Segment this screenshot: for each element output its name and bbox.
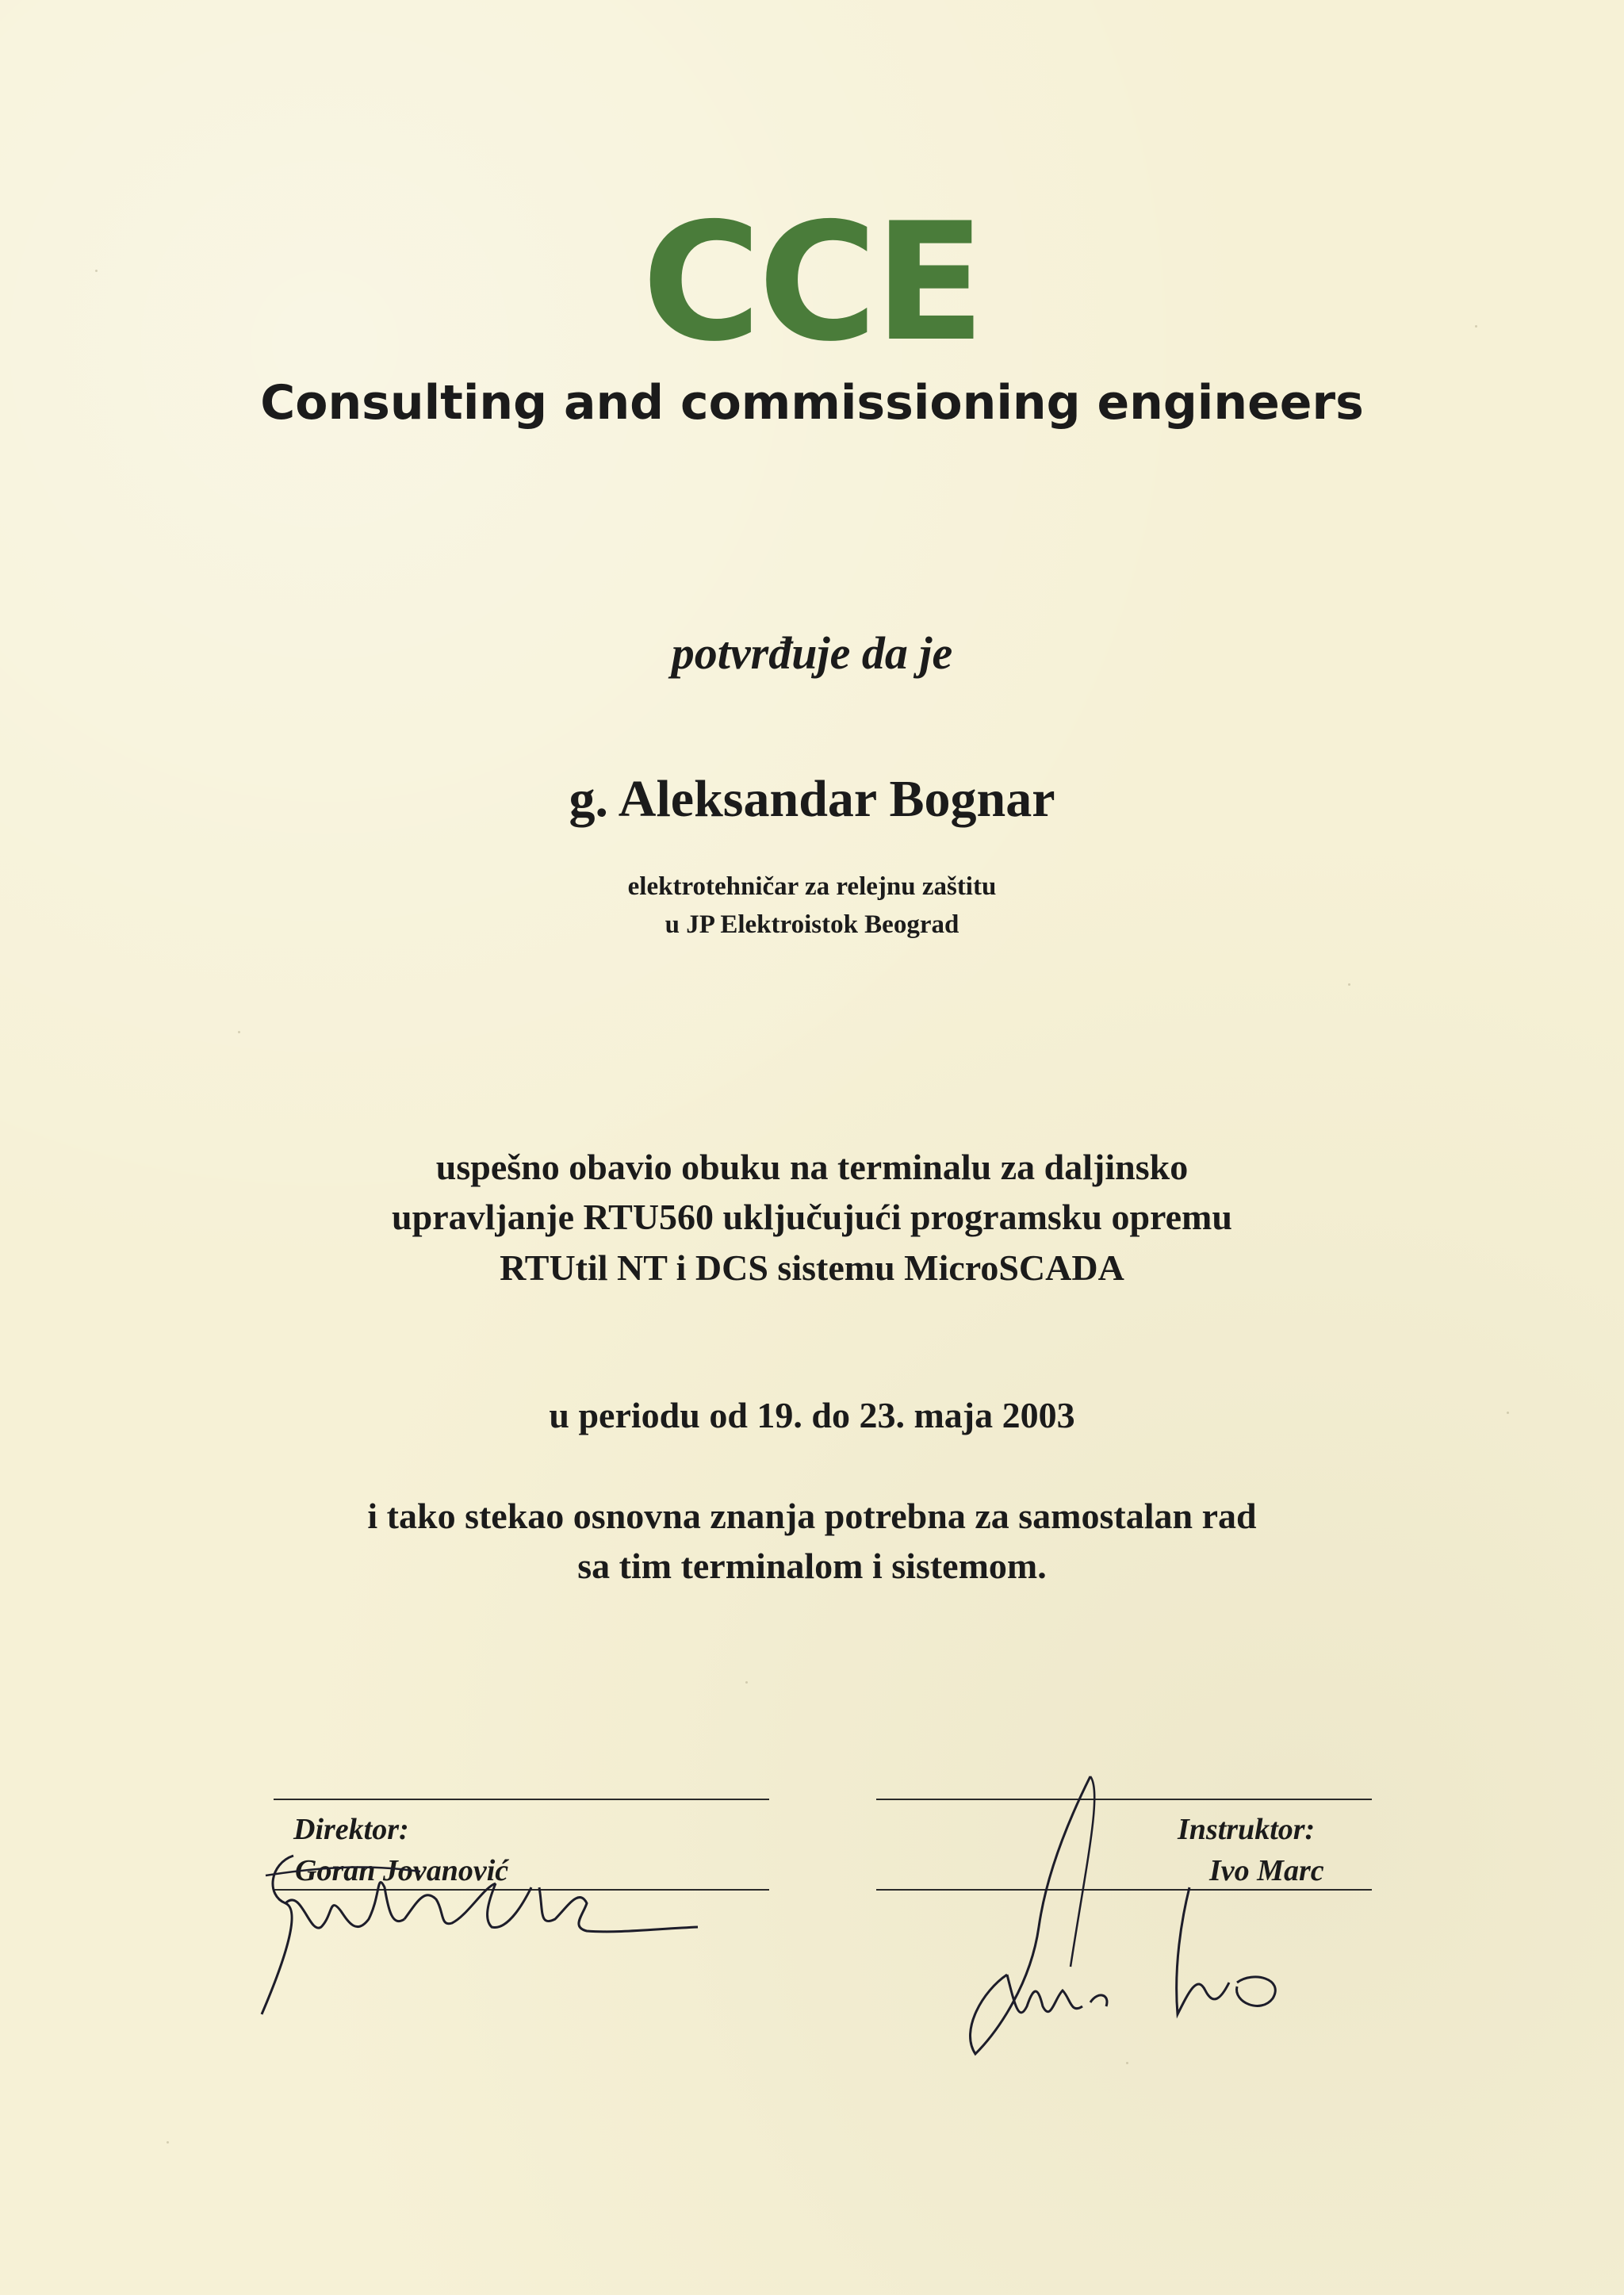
- instructor-name: Ivo Marc: [1209, 1854, 1324, 1887]
- closing-statement: [0, 1491, 1624, 1592]
- closing-line: i tako stekao osnovna znanja potrebna za samostalan rad: [367, 1496, 1257, 1536]
- description-line: upravljanje RTU560 uključujući programsku opremu: [392, 1197, 1232, 1238]
- paper-speck: [167, 2141, 169, 2144]
- director-signature-top-line: [274, 1799, 769, 1800]
- instructor-title: Instruktor:: [1178, 1813, 1316, 1846]
- description-line: uspešno obavio obuku na terminalu za daljinsko: [435, 1147, 1189, 1187]
- recipient-position: [0, 868, 1624, 944]
- position-line: elektrotehničar za relejnu zaštitu: [627, 872, 997, 901]
- instructor-signature: [952, 1768, 1316, 2070]
- company-logo: [0, 189, 1624, 377]
- confirms-text: potvrđuje da je: [671, 627, 953, 679]
- description-line: RTUtil NT i DCS sistemu MicroSCADA: [500, 1247, 1124, 1288]
- recipient-name: g. Aleksandar Bognar: [569, 770, 1055, 828]
- training-description: [0, 1142, 1624, 1293]
- paper-speck: [1348, 983, 1350, 986]
- paper-speck: [745, 1681, 748, 1684]
- director-signature: [254, 1840, 714, 2022]
- director-title: Direktor:: [293, 1813, 409, 1846]
- closing-line: sa tim terminalom i sistemom.: [577, 1546, 1047, 1587]
- paper-speck: [238, 1031, 240, 1033]
- training-period: u periodu od 19. do 23. maja 2003: [549, 1395, 1075, 1435]
- director-name: Goran Jovanović: [295, 1854, 509, 1887]
- position-line: u JP Elektroistok Beograd: [665, 910, 959, 939]
- logo-text: CCE: [642, 189, 982, 377]
- company-tagline: Consulting and commissioning engineers: [260, 375, 1364, 431]
